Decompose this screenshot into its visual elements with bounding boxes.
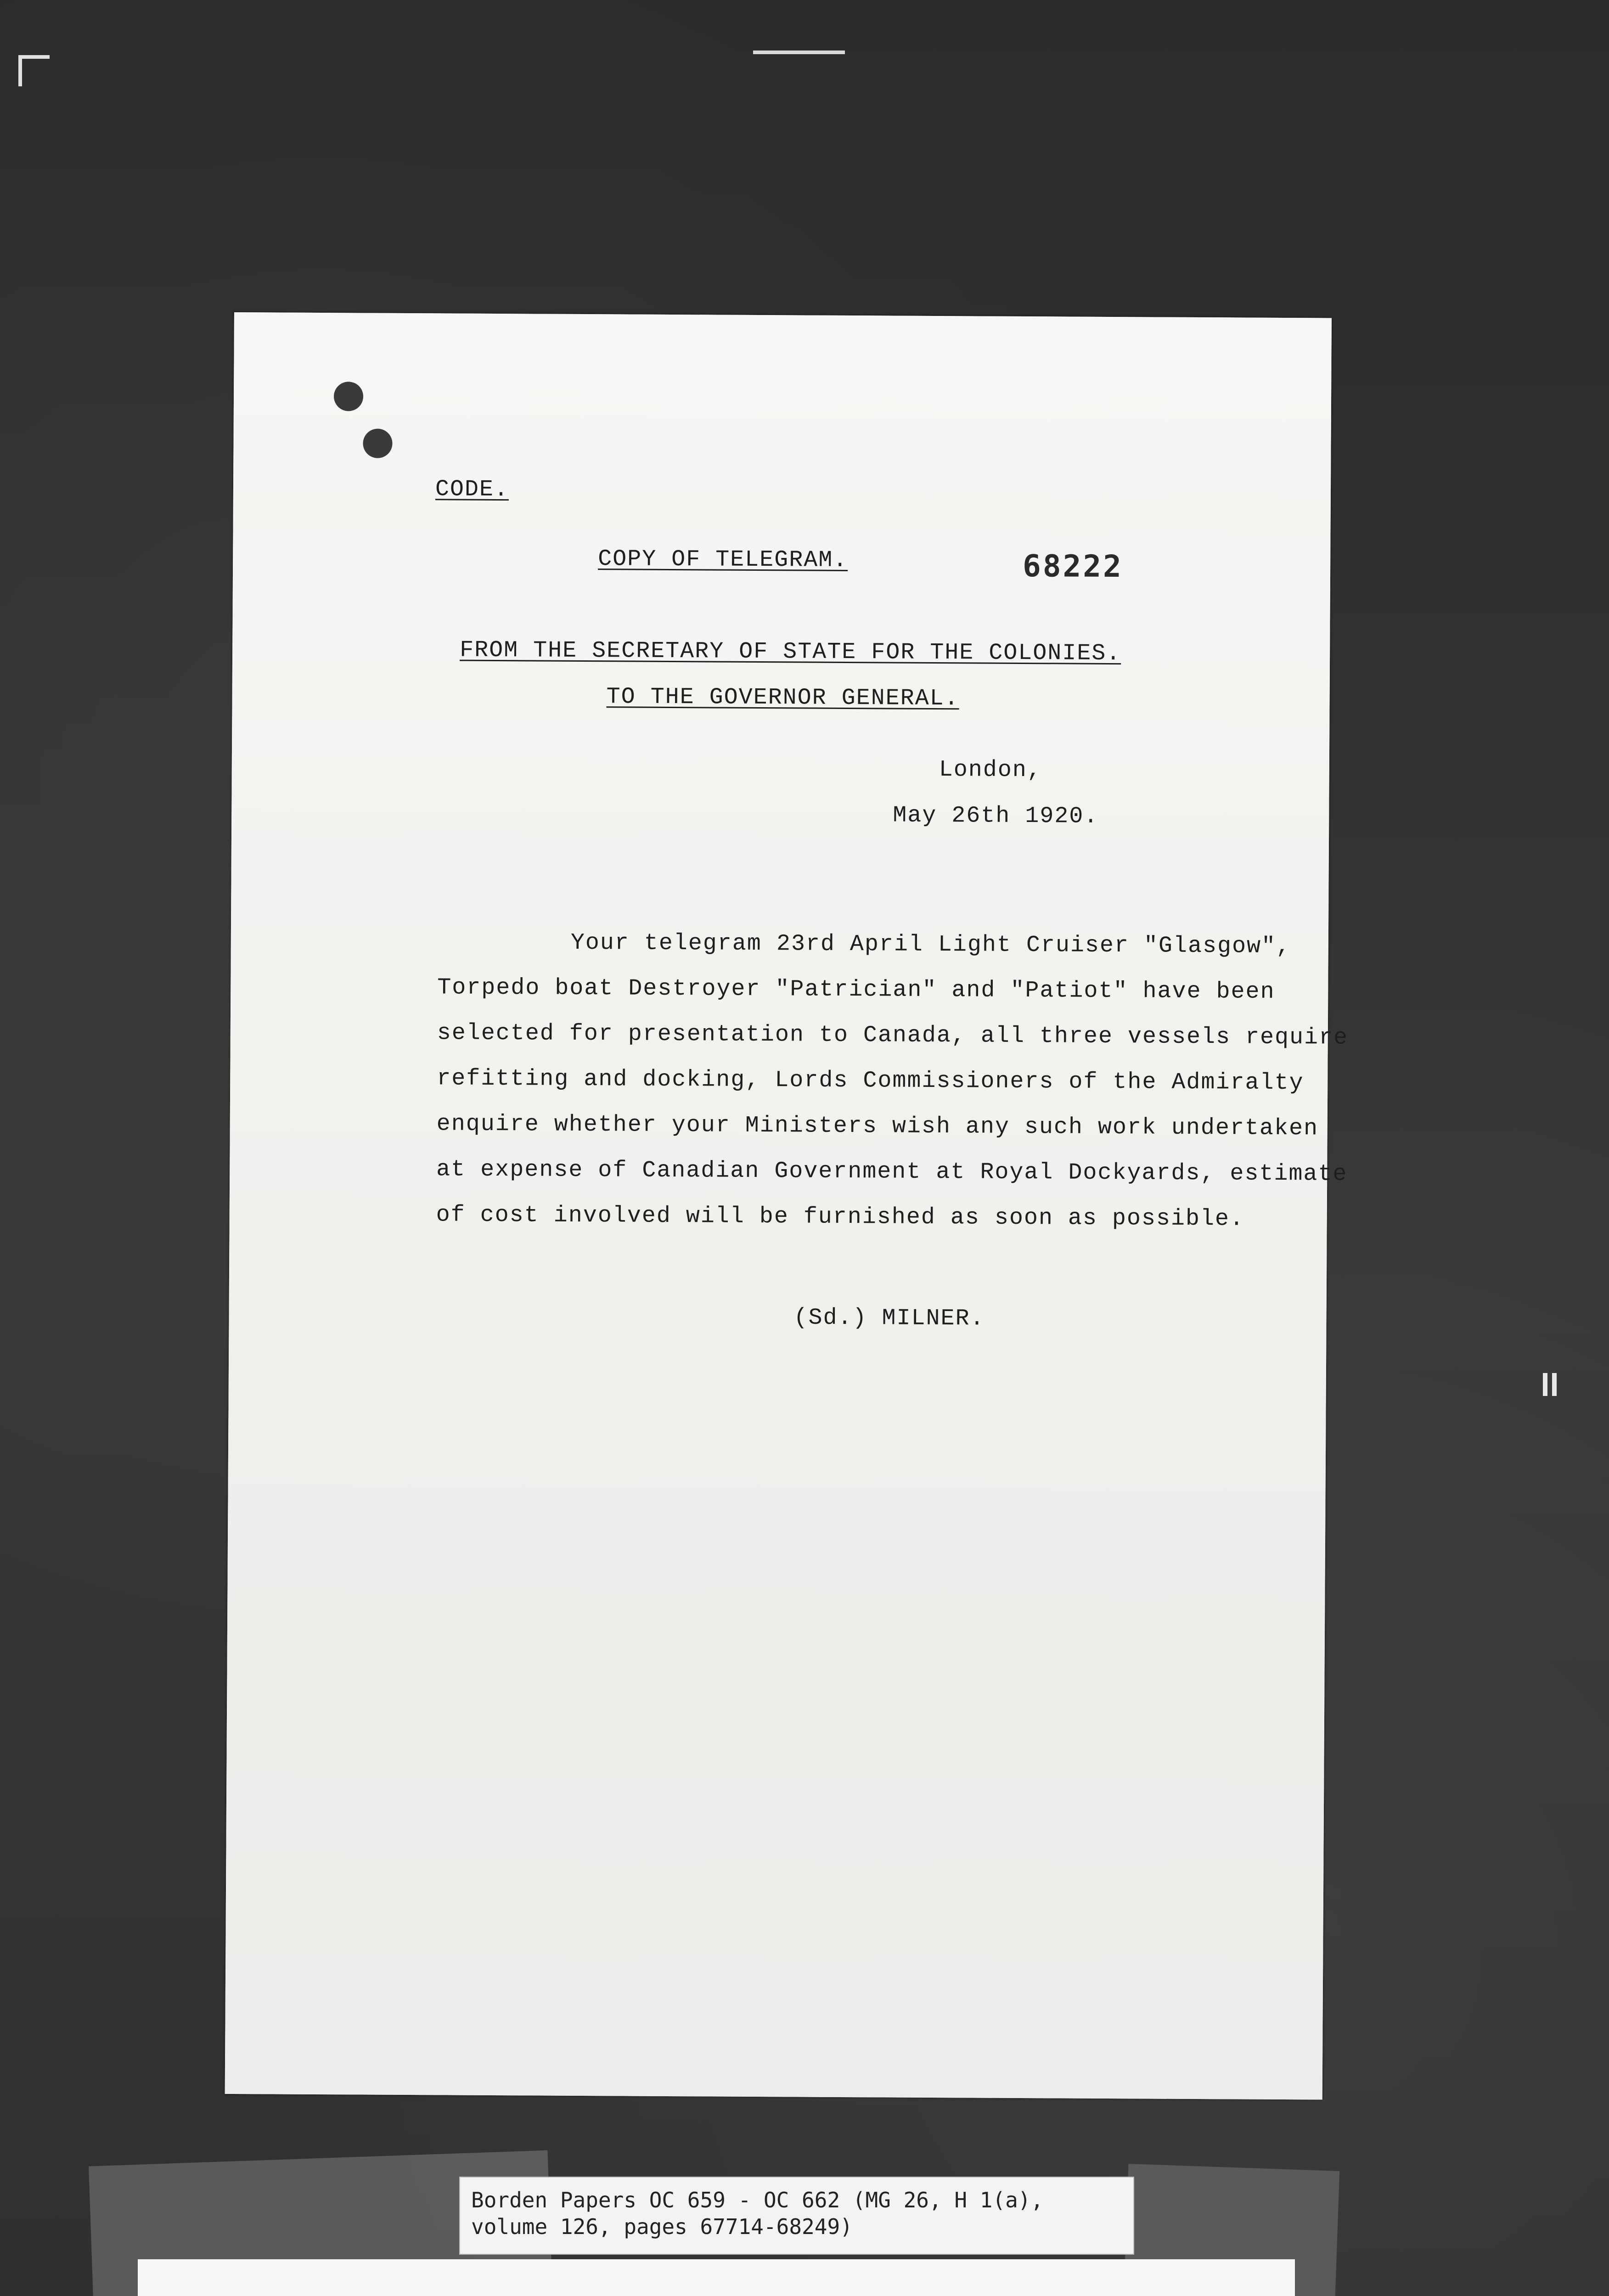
film-edge-mark xyxy=(1543,1373,1557,1396)
telegram-page xyxy=(225,312,1349,2099)
body-line: selected for presentation to Canada, all three vessels require xyxy=(437,1020,1349,1051)
message-body xyxy=(436,919,1349,1242)
signature-line: (Sd.) MILNER. xyxy=(793,1305,985,1332)
film-corner-mark xyxy=(18,55,50,86)
place-line: London, xyxy=(939,757,1042,784)
body-line: enquire whether your Ministers wish any such work undertaken xyxy=(436,1111,1319,1142)
film-edge-mark xyxy=(753,51,845,54)
telegram-heading: COPY OF TELEGRAM. xyxy=(598,546,848,574)
reference-line: volume 126, pages 67714-68249) xyxy=(471,2214,853,2239)
date-line: May 26th 1920. xyxy=(893,802,1099,830)
reference-line: Borden Papers OC 659 - OC 662 (MG 26, H 1(a), xyxy=(471,2188,1044,2212)
body-line: at expense of Canadian Government at Royal Dockyards, estimate xyxy=(436,1156,1348,1187)
punch-hole xyxy=(334,382,363,411)
body-line: of cost involved will be furnished as soon as possible. xyxy=(436,1202,1245,1232)
body-line: Your telegram 23rd April Light Cruiser "Glasgow", xyxy=(570,929,1291,960)
document-number: 68222 xyxy=(1022,548,1124,585)
body-line: refitting and docking, Lords Commissioners of the Admiralty xyxy=(437,1065,1304,1097)
punch-hole xyxy=(363,428,392,458)
recipient-line: TO THE GOVERNOR GENERAL. xyxy=(606,684,959,712)
sender-line: FROM THE SECRETARY OF STATE FOR THE COLONIES. xyxy=(460,637,1121,667)
archives-card xyxy=(138,2259,1295,2296)
code-label: CODE. xyxy=(435,476,509,503)
body-line: Torpedo boat Destroyer "Patrician" and "Patiot" have been xyxy=(437,974,1275,1005)
reference-label xyxy=(459,2177,1134,2255)
